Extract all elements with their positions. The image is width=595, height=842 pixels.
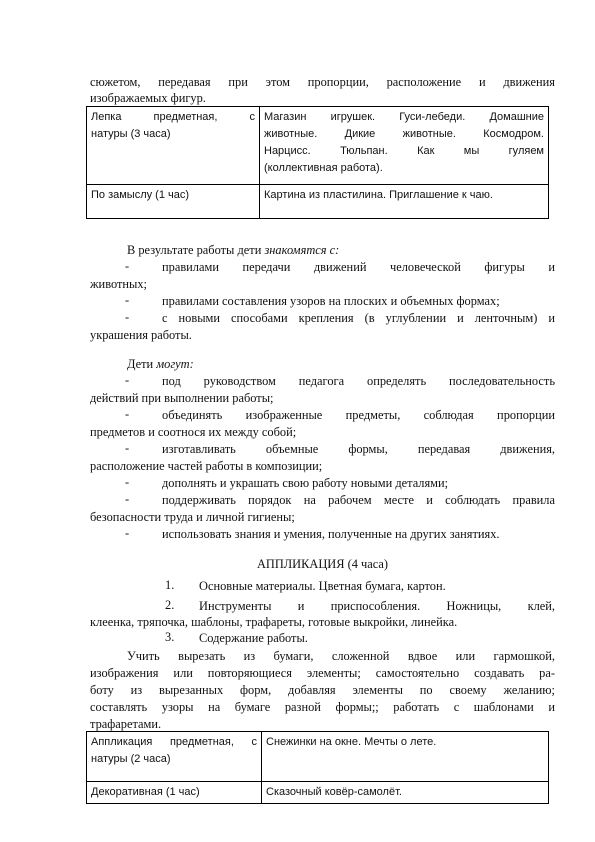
can-item-1: под руководством педагога определять последовательность — [162, 374, 555, 388]
learn-lead — [127, 242, 555, 259]
table-cell-content — [260, 107, 549, 185]
numbered-item-2-cont: клеенка, тряпочка, шаблоны, трафареты, готовые выкройки, линейка. — [90, 615, 458, 629]
cell-line: Декоративная (1 час) — [91, 786, 200, 798]
learn-item-2: правилами составления узоров на плоских и объемных формах; — [162, 294, 500, 308]
content-para-line-2: изображения или повторяющиеся элементы; самостоятельно создавать ра- — [90, 666, 555, 680]
content-para-line-5: трафаретами. — [90, 717, 162, 731]
table-cell-topic — [87, 732, 262, 782]
bullet-marker: - — [125, 475, 130, 489]
bullet-marker: - — [125, 526, 130, 540]
numbered-item-3: Содержание работы. — [199, 631, 308, 645]
table-cell-topic — [87, 185, 260, 219]
can-item-6: использовать знания и умения, полученные на других занятиях. — [162, 527, 500, 541]
can-item-2: объединять изображенные предметы, соблюдая пропорции — [162, 408, 555, 422]
learn-lead-italic: знакомятся с: — [264, 243, 340, 257]
table-row — [87, 732, 549, 782]
learn-item-3-cont: украшения работы. — [90, 328, 192, 342]
cell-line: натуры (2 часа) — [91, 753, 171, 765]
content-para-line-1: Учить вырезать из бумаги, сложенной вдвое или гармошкой, — [127, 649, 555, 663]
table-row — [87, 107, 549, 185]
numbered-item-1: Основные материалы. Цветная бумага, картон. — [199, 579, 446, 593]
can-item-3-cont: расположение частей работы в композиции; — [90, 459, 323, 473]
cell-line: Лепка предметная, с — [91, 111, 255, 123]
can-lead — [127, 356, 555, 373]
table-cell-content — [262, 732, 549, 782]
intro-line-2: изображаемых фигур. — [90, 91, 206, 105]
table-applique — [86, 731, 549, 804]
cell-line: Нарцисс. Тюльпан. Как мы гуляем — [264, 145, 544, 157]
cell-line: Картина из пластилина. Приглашение к чаю. — [264, 189, 493, 201]
content-para-line-3: боту из вырезанных форм, добавляя элементы по своему желанию; — [90, 683, 555, 697]
learn-lead-text: В результате работы дети — [127, 243, 265, 257]
bullet-marker: - — [125, 407, 130, 421]
cell-line: (коллективная работа). — [264, 162, 383, 174]
content-para-line-4: составлять узоры на бумаге разной формы;; работать с шаблонами и — [90, 700, 555, 714]
list-number: 3. — [165, 630, 175, 644]
cell-line: Снежинки на окне. Мечты о лете. — [266, 736, 437, 748]
can-lead-italic: могут: — [156, 357, 194, 371]
cell-line: По замыслу (1 час) — [91, 189, 190, 201]
section-heading: АППЛИКАЦИЯ (4 часа) — [256, 557, 389, 571]
intro-line-1: сюжетом, передавая при этом пропорции, расположение и движения — [90, 75, 555, 89]
bullet-marker: - — [125, 293, 130, 307]
bullet-marker: - — [125, 441, 130, 455]
cell-line: натуры (3 часа) — [91, 128, 171, 140]
cell-line: Магазин игрушек. Гуси-лебеди. Домашние — [264, 111, 544, 123]
list-number: 1. — [165, 578, 175, 592]
table-cell-topic — [87, 782, 262, 804]
bullet-marker: - — [125, 310, 130, 324]
numbered-item-2: Инструменты и приспособления. Ножницы, клей, — [199, 599, 555, 613]
table-cell-topic — [87, 107, 260, 185]
can-item-3: изготавливать объемные формы, передавая движения, — [162, 442, 555, 456]
table-cell-content — [260, 185, 549, 219]
list-number: 2. — [165, 598, 175, 612]
table-cell-content — [262, 782, 549, 804]
table-row — [87, 185, 549, 219]
bullet-marker: - — [125, 259, 130, 273]
learn-item-3: с новыми способами крепления (в углублении и ленточным) и — [162, 311, 555, 325]
can-item-1-cont: действий при выполнении работы; — [90, 391, 274, 405]
bullet-marker: - — [125, 373, 130, 387]
learn-item-1-cont: животных; — [90, 277, 147, 291]
can-lead-text: Дети — [127, 357, 157, 371]
bullet-marker: - — [125, 492, 130, 506]
can-item-2-cont: предметов и соотнося их между собой; — [90, 425, 297, 439]
can-item-4: дополнять и украшать свою работу новыми деталями; — [162, 476, 449, 490]
cell-line: Сказочный ковёр-самолёт. — [266, 786, 402, 798]
cell-line: Аппликация предметная, с — [91, 736, 257, 748]
learn-item-1: правилами передачи движений человеческой фигуры и — [162, 260, 555, 274]
can-item-5: поддерживать порядок на рабочем месте и соблюдать правила — [162, 493, 555, 507]
cell-line: животные. Дикие животные. Космодром. — [264, 128, 544, 140]
table-row — [87, 782, 549, 804]
can-item-5-cont: безопасности труда и личной гигиены; — [90, 510, 295, 524]
table-sculpting — [86, 106, 549, 219]
